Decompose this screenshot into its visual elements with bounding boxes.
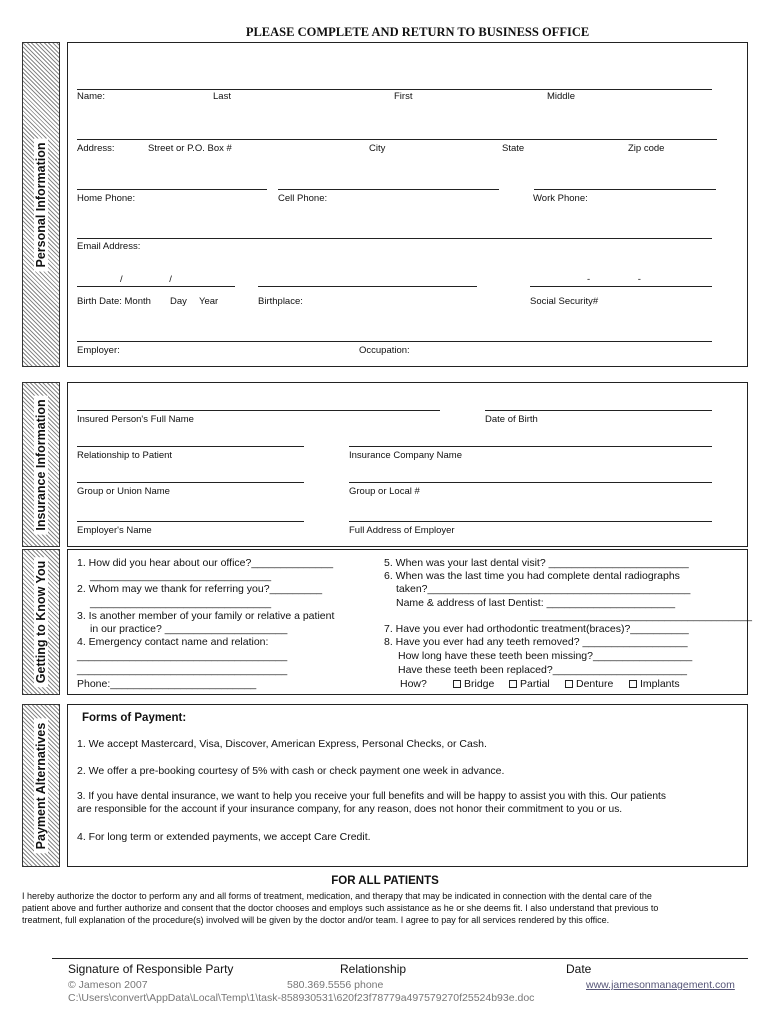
office-phone: 580.369.5556 phone <box>287 979 384 991</box>
bridge-option[interactable] <box>453 678 494 690</box>
tab-payment-alternatives <box>22 704 60 867</box>
question-4-line-2[interactable]: ____________________________________ <box>77 664 288 676</box>
cell-phone-label: Cell Phone: <box>278 193 328 204</box>
home-phone-label: Home Phone: <box>77 193 136 204</box>
consent-line-2: patient above and further authorize and consent that the doctor chooses and employs such assistance as he or she deems fit. I also understand that previous to <box>22 903 659 913</box>
partial-checkbox[interactable] <box>509 680 517 688</box>
address-field[interactable] <box>77 139 717 140</box>
question-4-line-1[interactable]: ____________________________________ <box>77 650 288 662</box>
payment-item-3: 3. If you have dental insurance, we want to help you receive your full benefits and will be happy to assist you with this. Our patients <box>77 791 666 802</box>
tab-personal-information <box>22 42 60 367</box>
insured-name-label: Insured Person's Full Name <box>77 414 194 425</box>
copyright: © Jameson 2007 <box>68 979 148 991</box>
birthplace-field[interactable] <box>258 286 477 287</box>
last-dentist-field[interactable]: Name & address of last Dentist: ______________________ <box>396 597 676 609</box>
birth-year-label: Year <box>199 296 219 307</box>
last-name-label: Last <box>213 91 231 102</box>
question-8-missing[interactable]: How long have these teeth been missing?_________________ <box>398 650 693 662</box>
last-dentist-line[interactable]: ______________________________________ <box>530 610 752 622</box>
home-phone-field[interactable] <box>77 189 267 190</box>
employer-address-field[interactable] <box>349 521 712 522</box>
name-field[interactable] <box>77 89 712 90</box>
relationship-field[interactable] <box>77 446 304 447</box>
question-5[interactable]: 5. When was your last dental visit? ________________________ <box>384 557 689 569</box>
signature-field[interactable] <box>52 958 748 959</box>
birthplace-label: Birthplace: <box>258 296 303 307</box>
denture-option[interactable] <box>565 678 613 690</box>
implants-option[interactable] <box>629 678 680 690</box>
implants-checkbox[interactable] <box>629 680 637 688</box>
implants-label: Implants <box>640 678 680 690</box>
signature-relationship-label: Relationship <box>340 962 407 976</box>
denture-checkbox[interactable] <box>565 680 573 688</box>
tab-getting-to-know-you <box>22 549 60 695</box>
question-8[interactable]: 8. Have you ever had any teeth removed? __________________ <box>384 636 688 648</box>
bridge-checkbox[interactable] <box>453 680 461 688</box>
payment-heading: Forms of Payment: <box>82 712 187 724</box>
birth-date-field[interactable] <box>77 286 235 287</box>
work-phone-label: Work Phone: <box>533 193 588 204</box>
question-1[interactable]: 1. How did you hear about our office?______________ <box>77 557 334 569</box>
insured-dob-label: Date of Birth <box>485 414 538 425</box>
address-label: Address: <box>77 143 115 154</box>
signature-party-label: Signature of Responsible Party <box>68 962 234 976</box>
payment-item-1: 1. We accept Mastercard, Visa, Discover, American Express, Personal Checks, or Cash. <box>77 738 487 750</box>
email-label: Email Address: <box>77 241 141 252</box>
first-name-label: First <box>394 91 413 102</box>
employer-field[interactable] <box>77 341 712 342</box>
birth-day-label: Day <box>170 296 187 307</box>
question-6-taken[interactable]: taken?_____________________________________________ <box>396 583 691 595</box>
consent-heading: FOR ALL PATIENTS <box>331 875 439 887</box>
payment-item-4: 4. For long term or extended payments, we accept Care Credit. <box>77 831 371 843</box>
question-8-replaced[interactable]: Have these teeth been replaced?_______________________ <box>398 664 688 676</box>
replacement-how-label: How? <box>400 678 427 690</box>
relationship-label: Relationship to Patient <box>77 450 173 461</box>
question-1-line[interactable]: _______________________________ <box>90 570 272 582</box>
emergency-phone-field[interactable]: Phone:_________________________ <box>77 678 257 690</box>
insured-name-field[interactable] <box>77 410 440 411</box>
payment-item-2: 2. We offer a pre-booking courtesy of 5% with cash or check payment one week in advance. <box>77 765 505 777</box>
zip-label: Zip code <box>628 143 665 154</box>
insured-dob-field[interactable] <box>485 410 712 411</box>
question-7[interactable]: 7. Have you ever had orthodontic treatment(braces)?__________ <box>384 623 689 635</box>
consent-line-1: I hereby authorize the doctor to perform any and all forms of treatment, medication, and therapy that may be indicated in connection with the dental care of the <box>22 891 652 901</box>
question-6: 6. When was the last time you had complete dental radiographs <box>384 570 680 582</box>
employer-name-label: Employer's Name <box>77 525 152 536</box>
bridge-label: Bridge <box>464 678 495 690</box>
ssn-dashes: - - <box>587 274 641 285</box>
birth-month-label: Birth Date: Month <box>77 296 151 307</box>
group-union-field[interactable] <box>77 482 304 483</box>
employer-address-label: Full Address of Employer <box>349 525 455 536</box>
name-label: Name: <box>77 91 105 102</box>
city-label: City <box>369 143 386 154</box>
payment-item-3-cont: are responsible for the account if your insurance company, for any reason, does not honor their commitment to you or us. <box>77 804 623 815</box>
group-local-label: Group or Local # <box>349 486 420 497</box>
employer-label: Employer: <box>77 345 120 356</box>
consent-line-3: treatment, full explanation of the procedure(s) involved will be given by the doctor and/or team. I agree to pay for all services rendered by this office. <box>22 915 610 925</box>
occupation-label: Occupation: <box>359 345 410 356</box>
insurance-company-field[interactable] <box>349 446 712 447</box>
partial-option[interactable] <box>509 678 550 690</box>
birth-date-slashes: / / <box>120 274 172 285</box>
tab-personal-label: Personal Information <box>34 138 48 271</box>
email-field[interactable] <box>77 238 712 239</box>
tab-getting-label: Getting to Know You <box>34 557 48 687</box>
denture-label: Denture <box>576 678 614 690</box>
insurance-information-section <box>67 382 748 547</box>
file-path: C:\Users\convert\AppData\Local\Temp\1\task-858930531\620f23f78779a497579270f25524b93e.doc <box>68 992 535 1004</box>
partial-label: Partial <box>520 678 550 690</box>
tab-insurance-label: Insurance Information <box>34 395 48 534</box>
insurance-company-label: Insurance Company Name <box>349 450 462 461</box>
signature-date-label: Date <box>566 962 592 976</box>
state-label: State <box>502 143 525 154</box>
question-3[interactable]: 3. Is another member of your family or relative a patient <box>77 610 335 622</box>
website-link[interactable]: www.jamesonmanagement.com <box>586 979 735 991</box>
tab-insurance-information <box>22 382 60 547</box>
ssn-label: Social Security# <box>530 296 599 307</box>
ssn-field[interactable] <box>530 286 712 287</box>
employer-name-field[interactable] <box>77 521 304 522</box>
page-title: PLEASE COMPLETE AND RETURN TO BUSINESS OFFICE <box>245 25 590 39</box>
question-4: 4. Emergency contact name and relation: <box>77 636 269 648</box>
question-3-answer[interactable]: in our practice? _____________________ <box>90 623 288 635</box>
middle-name-label: Middle <box>547 91 575 102</box>
question-2[interactable]: 2. Whom may we thank for referring you?_________ <box>77 583 323 595</box>
group-union-label: Group or Union Name <box>77 486 170 497</box>
cell-phone-field[interactable] <box>278 189 499 190</box>
street-label: Street or P.O. Box # <box>148 143 232 154</box>
question-2-line[interactable]: _______________________________ <box>90 597 272 609</box>
work-phone-field[interactable] <box>534 189 716 190</box>
group-local-field[interactable] <box>349 482 712 483</box>
tab-payment-label: Payment Alternatives <box>34 718 48 853</box>
